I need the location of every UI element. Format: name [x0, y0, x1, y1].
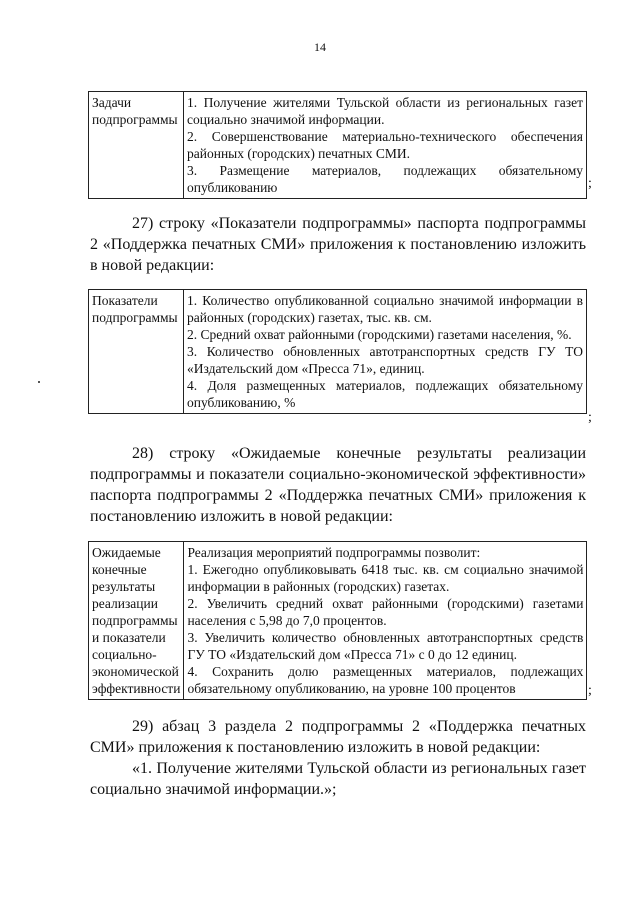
- indicators-label: Показатели подпрограммы: [89, 290, 184, 414]
- tasks-table: [88, 91, 587, 199]
- tasks-item: 3. Размещение материалов, подлежащих обязательному опубликованию: [187, 163, 583, 195]
- results-item: 4. Сохранить долю размещенных материалов, подлежащих обязательному опубликованию, на уровне 100 процентов: [187, 664, 584, 696]
- margin-dot: [38, 381, 40, 383]
- results-table: [88, 541, 587, 700]
- indicators-table: [88, 289, 587, 414]
- quote-29: «1. Получение жителями Тульской области из региональных газет социально значимой информации.»;: [90, 760, 586, 798]
- results-content: [184, 542, 587, 700]
- paragraph-29: 29) абзац 3 раздела 2 подпрограммы 2 «Поддержка печатных СМИ» приложения к постановлению изложить в новой редакции:: [90, 718, 586, 756]
- paragraph-27: 27) строку «Показатели подпрограммы» паспорта подпрограммы 2 «Поддержка печатных СМИ» приложения к постановлению изложить в новой редакции:: [90, 215, 586, 274]
- table1-end-mark: ;: [588, 176, 592, 191]
- indicators-content: [184, 290, 587, 414]
- results-item: 3. Увеличить количество обновленных автотранспортных средств ГУ ТО «Издательский дом «Пресса 71» с 0 до 12 единиц.: [187, 630, 584, 662]
- paragraph-28: 28) строку «Ожидаемые конечные результаты реализации подпрограммы и показатели социально-экономической эффективности» паспорта подпрограммы 2 «Поддержка печатных СМИ» приложения к постановлению изложить в новой редакции:: [90, 445, 586, 525]
- results-item: 1. Ежегодно опубликовывать 6418 тыс. кв. см социально значимой информации в районных (городских) газетах.: [187, 562, 584, 594]
- results-item: 2. Увеличить средний охват районными (городскими) газетами населения с 5,98 до 7,0 процентов.: [187, 596, 584, 628]
- results-label: Ожидаемые конечные результаты реализации подпрограммы и показатели социально-экономической эффективности: [89, 542, 184, 700]
- tasks-item: 2. Совершенствование материально-технического обеспечения районных (городских) печатных СМИ.: [187, 129, 583, 161]
- tasks-label: Задачи подпрограммы: [89, 92, 184, 199]
- indicators-item: 4. Доля размещенных материалов, подлежащих обязательному опубликованию, %: [187, 378, 583, 410]
- table2-end-mark: ;: [588, 410, 592, 425]
- table3-end-mark: ;: [588, 683, 592, 698]
- tasks-item: 1. Получение жителями Тульской области из региональных газет социально значимой информации.: [187, 95, 583, 127]
- indicators-item: 3. Количество обновленных автотранспортных средств ГУ ТО «Издательский дом «Пресса 71», единиц.: [187, 344, 583, 376]
- results-item: Реализация мероприятий подпрограммы позволит:: [187, 545, 481, 560]
- indicators-item: 1. Количество опубликованной социально значимой информации в районных (городских) газетах, тыс. кв. см.: [187, 293, 583, 325]
- page-number: 14: [314, 40, 326, 54]
- tasks-content: [184, 92, 587, 199]
- indicators-item: 2. Средний охват районными (городскими) газетами населения, %.: [187, 327, 572, 342]
